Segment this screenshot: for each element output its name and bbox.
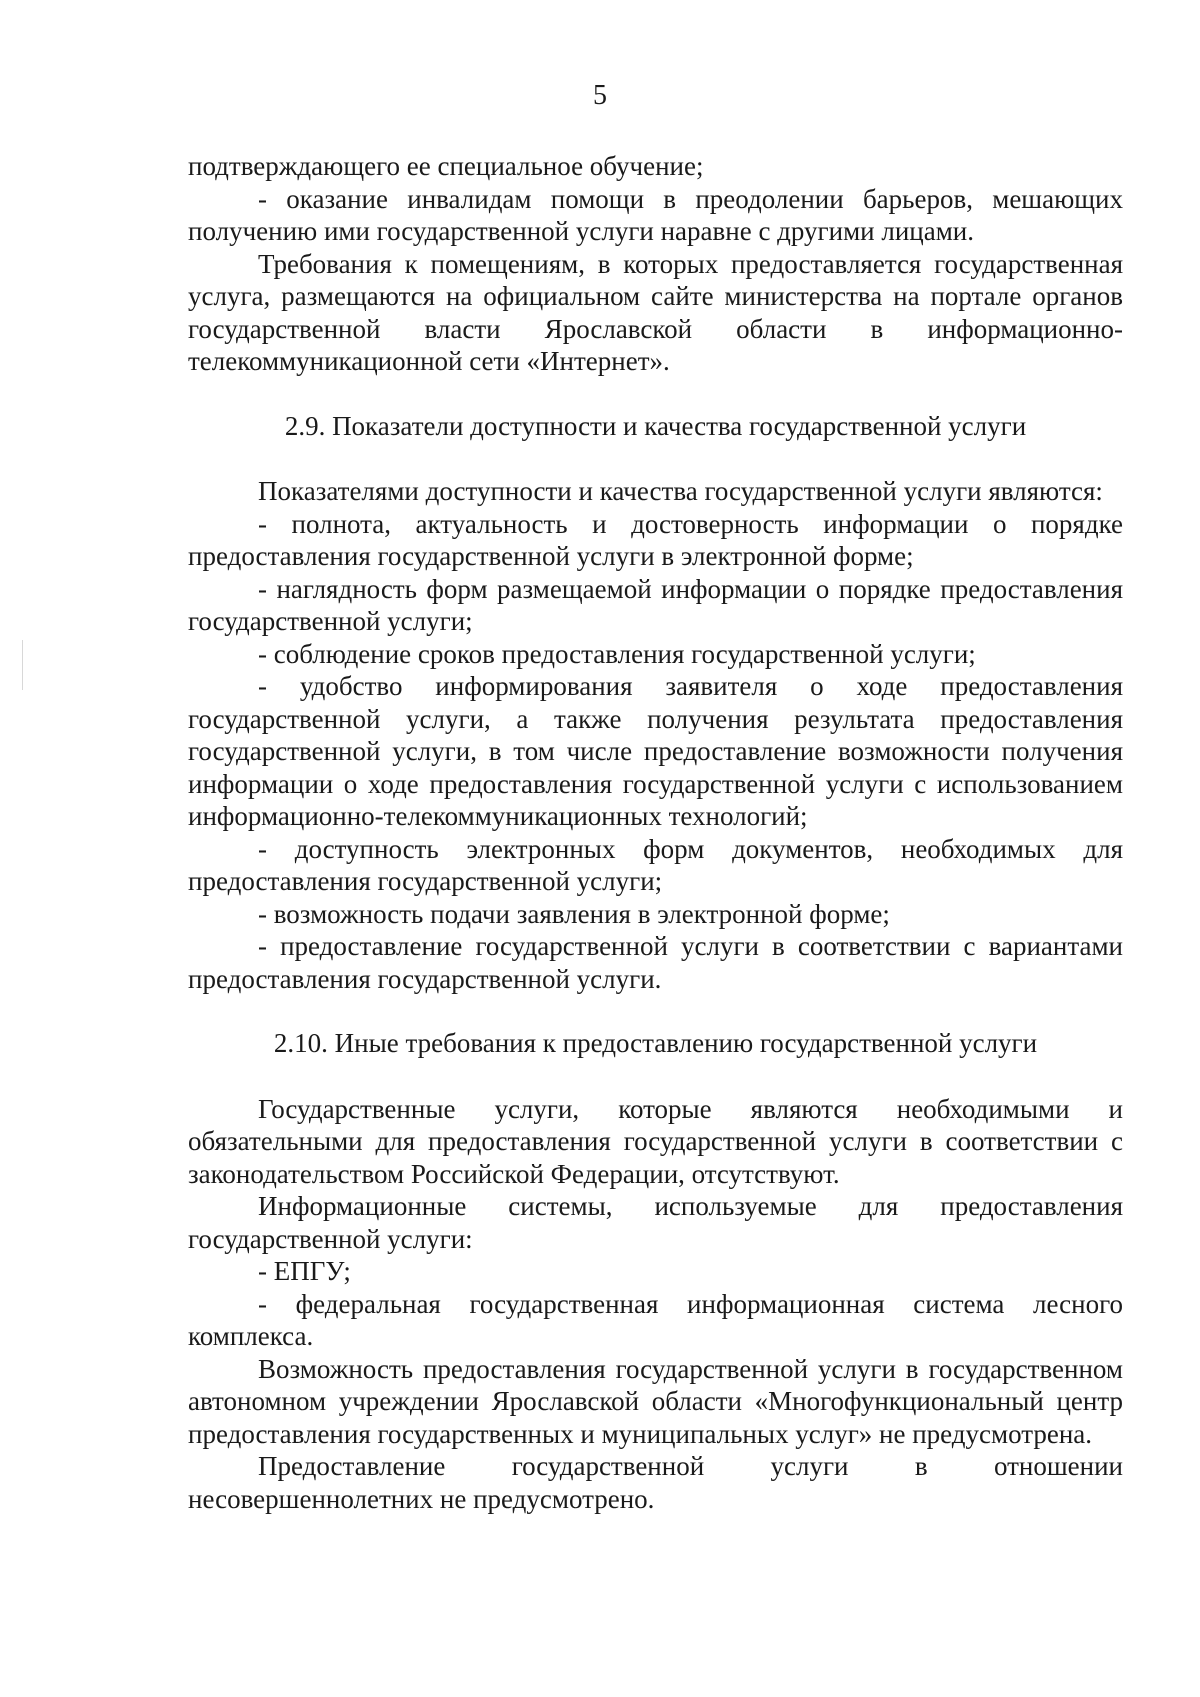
section-heading: 2.10. Иные требования к предоставлению государственной услуги <box>273 1028 1038 1058</box>
paragraph: - предоставление государственной услуги в соответствии с вариантами предоставления государственной услуги. <box>188 931 1123 994</box>
paragraph: - оказание инвалидам помощи в преодолении барьеров, мешающих получению ими государственной услуги наравне с другими лицами. <box>188 183 1123 246</box>
paragraph: - полнота, актуальность и достоверность информации о порядке предоставления государственной услуги в электронной форме; <box>188 508 1123 571</box>
scan-artifact <box>22 640 23 690</box>
paragraph: - ЕПГУ; <box>258 1256 351 1286</box>
section-spacer <box>188 1060 1123 1093</box>
page-number: 5 <box>593 80 607 111</box>
paragraph: Показателями доступности и качества государственной услуги являются: <box>258 476 1103 506</box>
paragraph: - возможность подачи заявления в электронной форме; <box>258 898 890 929</box>
paragraph: Требования к помещениям, в которых предоставляется государственная услуга, размещаются на официальном сайте министерства на портале органов государственной власти Ярославской области в информационно-телекоммуникационной сети «Интернет». <box>188 248 1123 376</box>
paragraph: Информационные системы, используемые для предоставления государственной услуги: <box>188 1191 1123 1254</box>
section-spacer <box>188 378 1123 410</box>
paragraph: - соблюдение сроков предоставления государственной услуги; <box>258 638 976 669</box>
paragraph: подтверждающего ее специальное обучение; <box>188 151 704 181</box>
section-heading: 2.9. Показатели доступности и качества государственной услуги <box>284 410 1027 441</box>
paragraph: Предоставление государственной услуги в отношении несовершеннолетних не предусмотрено. <box>188 1451 1123 1514</box>
section-spacer <box>188 995 1123 1027</box>
paragraph: - доступность электронных форм документов, необходимых для предоставления государственной услуги; <box>188 833 1123 896</box>
paragraph: - удобство информирования заявителя о ходе предоставления государственной услуги, а также получения результата предоставления государственной услуги, в том числе предоставление возможности получения информации о ходе предоставления государственной услуги с использованием информационно-телекоммуникационных технологий; <box>188 671 1123 831</box>
paragraph: Возможность предоставления государственной услуги в государственном автономном учреждении Ярославской области «Многофункциональный центр предоставления государственных и муниципальных услуг» не предусмотрена. <box>188 1353 1123 1449</box>
section-spacer <box>188 442 1123 475</box>
paragraph: Государственные услуги, которые являются необходимыми и обязательными для предоставления государственной услуги в соответствии с законодательством Российской Федерации, отсутствуют. <box>188 1093 1123 1189</box>
paragraph: - наглядность форм размещаемой информации о порядке предоставления государственной услуги; <box>188 573 1123 636</box>
document-body <box>188 150 1123 1515</box>
paragraph: - федеральная государственная информационная система лесного комплекса. <box>188 1288 1123 1351</box>
